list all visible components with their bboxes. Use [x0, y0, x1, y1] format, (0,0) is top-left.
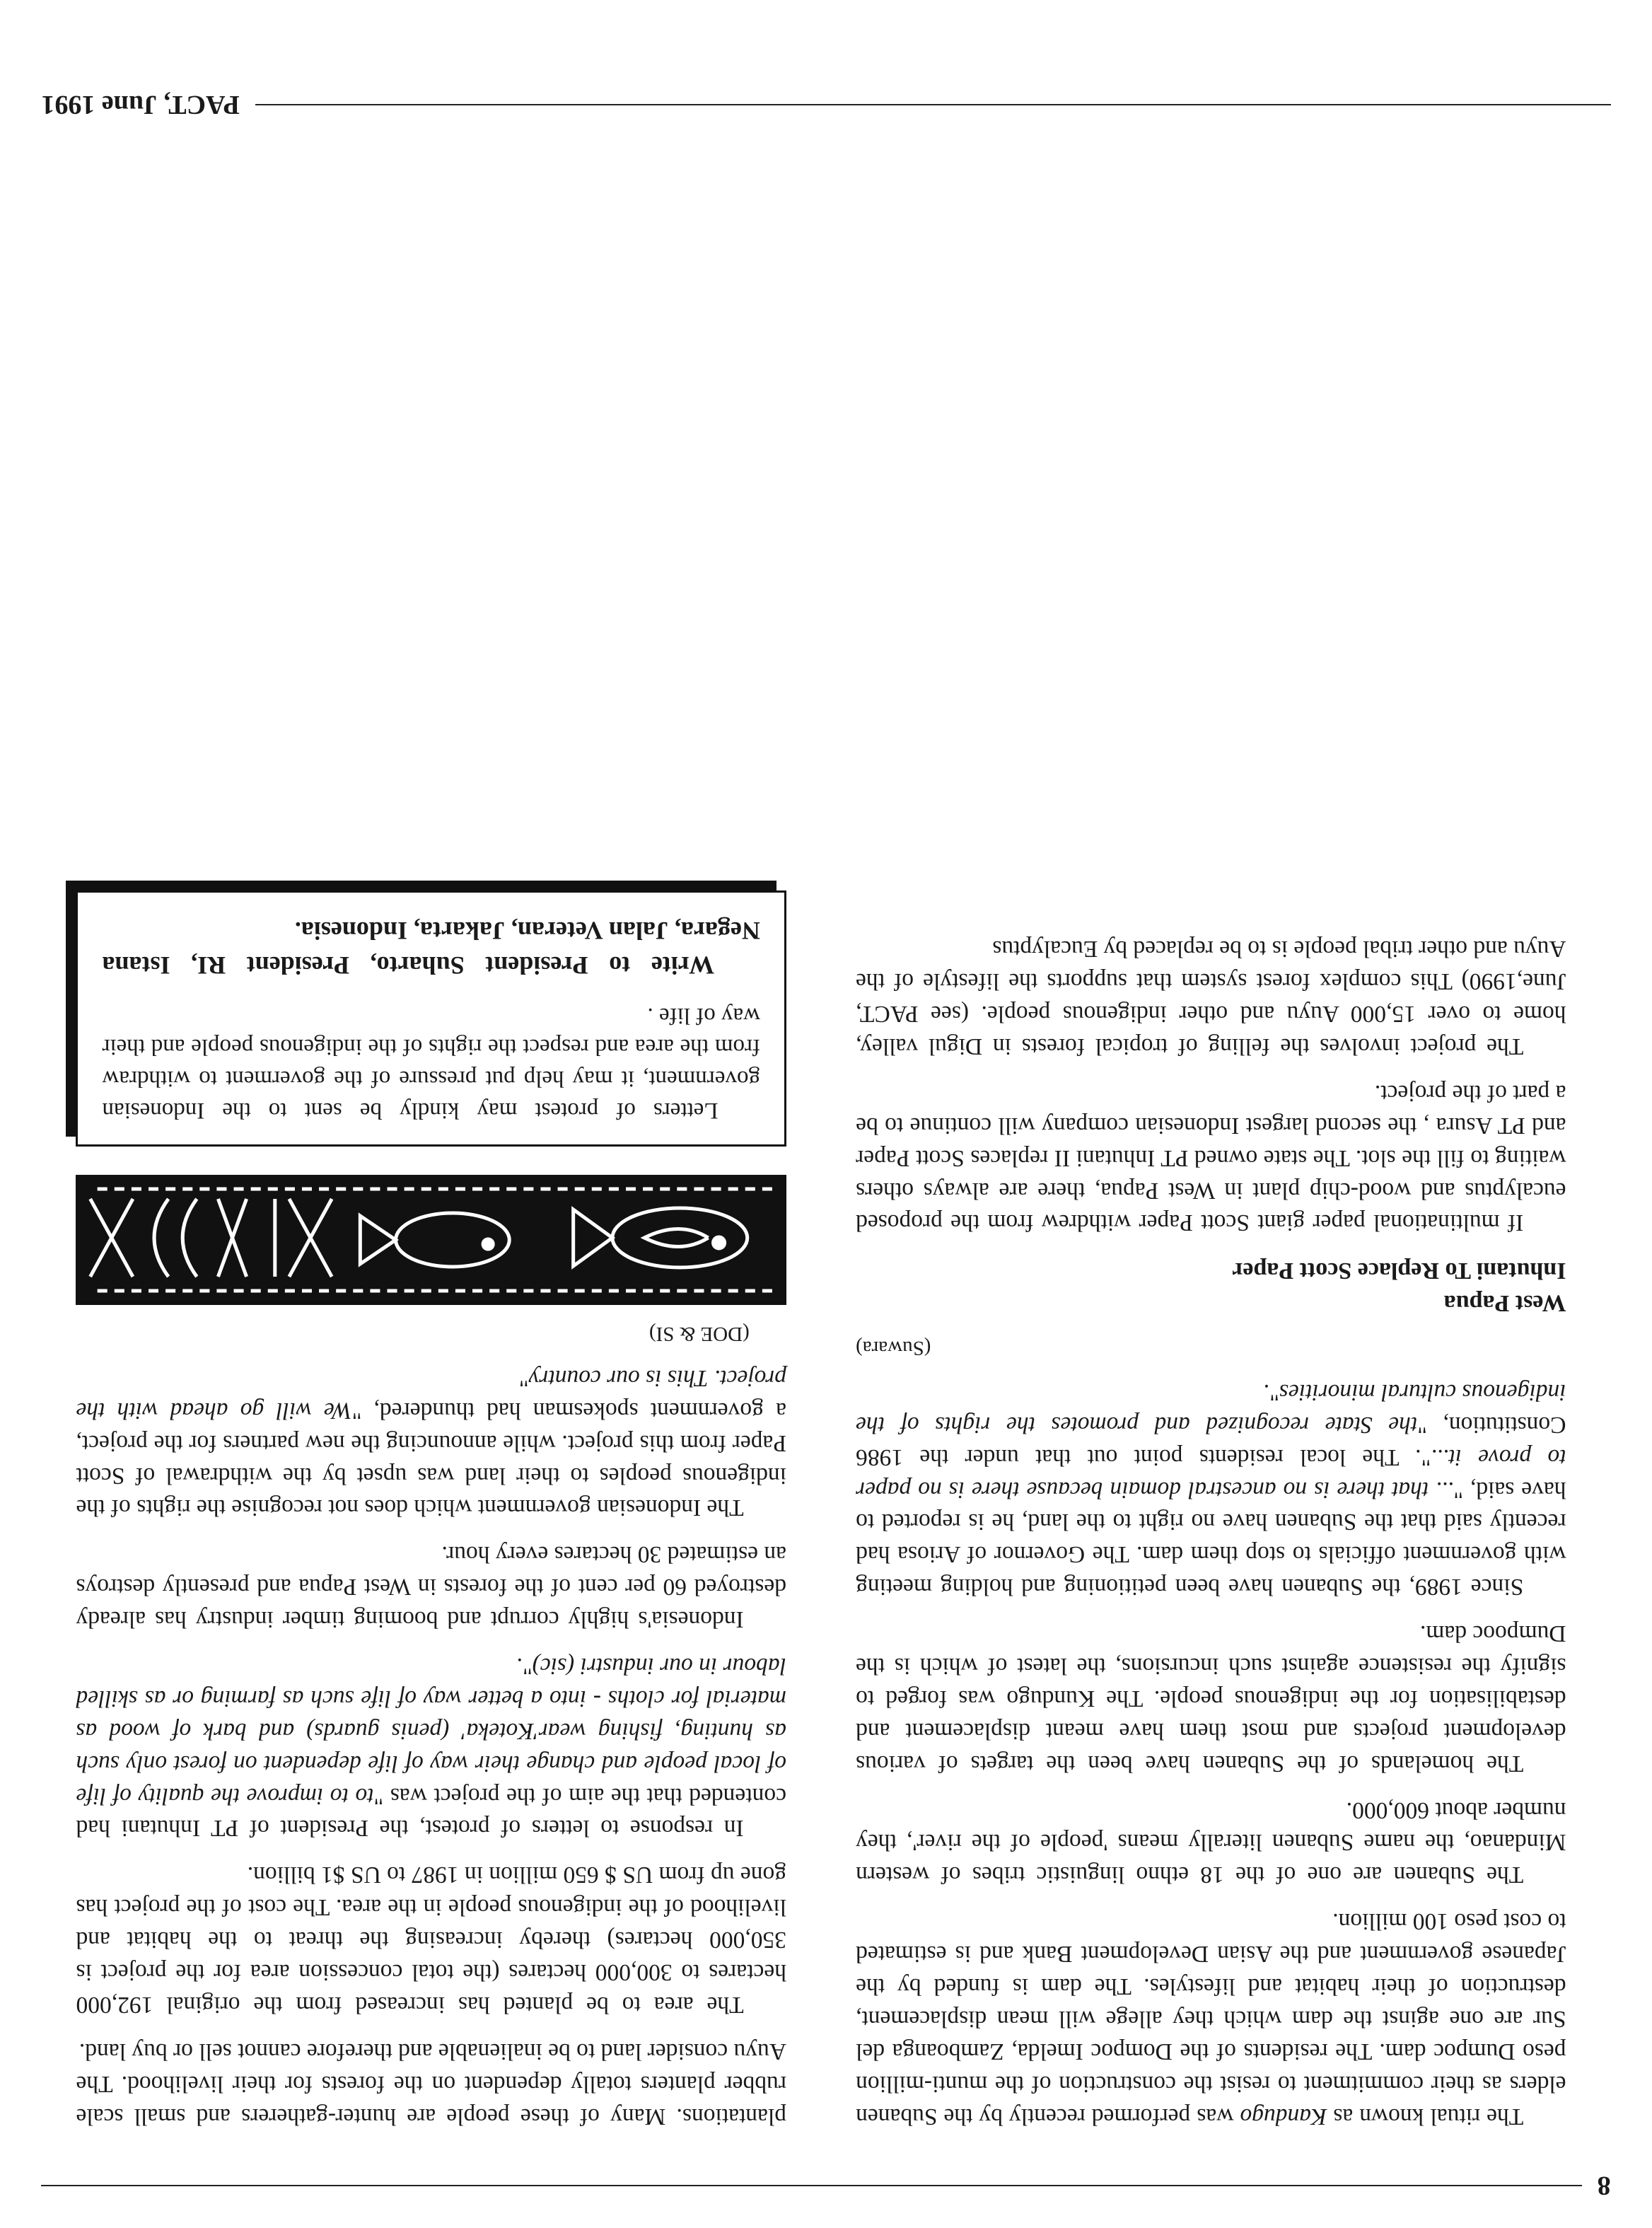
page-footer: [41, 89, 1610, 120]
protest-address: Write to President Suharto, President RI, Istana Negara, Jalan Veteran, Jakarta, Indonesia.: [102, 917, 760, 980]
article-paragraph: If multinational paper giant Scott Paper withdrew from the proposed eucalyptus and wood-chip plant in West Papua, there are always others waiting to fill the slot. The state owned PT Inhutani II replaces Scott Paper and PT Asura , the second largest Indonesian company will continue to be a part of the project.: [856, 1079, 1566, 1236]
article-paragraph: Since 1989, the Subanen have been petitioning and holding meeting with government officials to stop them dam. The Governor of Ariosa had recently said that the Subanen have no right to the land, he is reported to have said, "... that there is no ancestral domain because there is no paper to prove it...". The local residents point out that under the 1986 Constitution, "the State recognized and promotes the rights of the indigenous cultural minorities".: [856, 1379, 1566, 1601]
header-rule: [41, 2185, 1581, 2186]
article-credit: (DOE & SI): [648, 1322, 750, 1345]
article-credit: (Suwara): [856, 1336, 931, 1359]
article-paragraph: The homelands of the Subanen have been the targets of various development projects and most them have meant displacement and destabilisation for the indigenous people. The Kundugo was forged to signify the resistence against such incursions, the latest of which is the Dumpooc dam.: [856, 1620, 1566, 1777]
publication-date: PACT, June 1991: [41, 90, 240, 120]
page-header: [41, 2170, 1610, 2201]
page-number: 8: [1597, 2171, 1611, 2201]
protest-box: [76, 890, 786, 1147]
left-column: [856, 918, 1566, 2132]
tribal-fish-artwork: [76, 1175, 786, 1305]
article-paragraph: The project involves the felling of tropical forests in Digul valley, home to over 15,000 Auyu and other indigenous people. (see PACT, June,1990) This complex forest system that supports the lifestyle of the Auyu and other tribal people is to be replaced by Eucalyptus: [856, 936, 1566, 1060]
article-paragraph: plantations. Many of these people are hunter-gatherers and small scale rubber planters totally dependent on the forests for their livelihood. The Auyu consider land to be inalienable and therefore cannot sell or buy land.: [76, 2038, 786, 2130]
article-paragraph: The ritual known as Kandugo was performed recently by the Subanen elders as their commitment to resist the construction of the munti-million peso Dumpoc dam. The residents of the Dompoc Imelda, Zamboanga del Sur are one aginst the dam which they allege will mean displacement, destruction of their habitat and lifestyles. The dam is funded by the Japanese government and the Asian Development Bank and is estimated to cost peso 100 million.: [856, 1908, 1566, 2130]
protest-text: Letters of protest may kindly be sent to the Indonesian government, it may help put pressure of the goverment to withdraw from the area and respect the rights of the indigenous people and their way of life .: [102, 1002, 760, 1124]
article-paragraph: The area to be planted has increased from the original 192,000 hectares to 300,000 hectares (the total concession area for the project is 350,000 hectares) thereby increasing the threat to the habitat and livelihood of the indigenous people in the area. The cost of the project has gone up from US $ 650 million in 1987 to US $1 billion.: [76, 1862, 786, 2018]
article-paragraph: The Subanen are one of the 18 ethno linguistic tribes of western Mindanao, the name Subanen literally means 'people of the river', they number about 600,000.: [856, 1797, 1566, 1888]
section-heading: West Papua Inhutani To Replace Scott Paper: [1232, 1258, 1566, 1317]
article-paragraph: The Indonesian government which does not recognise the rights of the indigenous peoples to their land was upset by the withdrawal of Scott Paper from this project. while announcing the new partners for the project, a government spokesman had thundered, "We will go ahead with the project. This is our country": [76, 1364, 786, 1521]
article-paragraph: Indonesia's highly corrupt and booming timber industry has already destroyed 60 per cent of the forests in West Papua and presently destroys an estimated 30 hectares every hour.: [76, 1541, 786, 1633]
article-paragraph: In response to letters of protest, the President of PT Inhutani had contended that the aim of the project was "to to improve the quality of life of local people and change their way of life dependent on forest only such as hunting, fishing wear'Koteka' (penis guards) and bark of wood as material for cloths - into a better way of life such as farming or as skilled labour in our industri (sic)".: [76, 1652, 786, 1842]
footer-rule: [255, 104, 1611, 105]
right-column: [76, 890, 786, 2133]
